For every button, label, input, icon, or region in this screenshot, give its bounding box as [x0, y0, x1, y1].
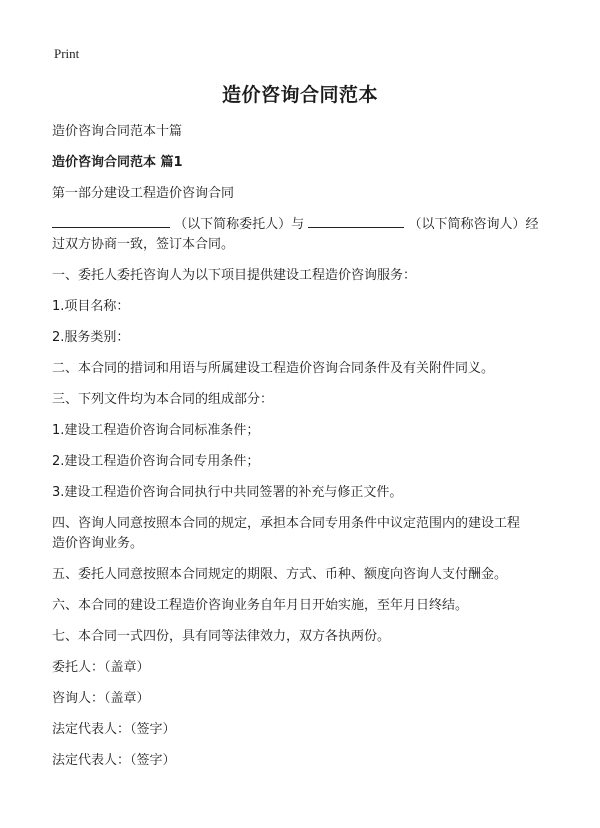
document-item-2: 2.建设工程造价咨询合同专用条件； [52, 454, 260, 469]
clause-four-line-1: 四、咨询人同意按照本合同的规定，承担本合同专用条件中议定范围内的建设工程 [52, 516, 521, 531]
clause-one: 一、委托人委托咨询人为以下项目提供建设工程造价咨询服务： [52, 268, 417, 283]
clause-four-line-2: 造价咨询业务。 [52, 536, 144, 551]
document-item-3: 3.建设工程造价咨询合同执行中共同签署的补充与修正文件。 [52, 485, 403, 500]
clause-seven: 七、本合同一式四份，具有同等法律效力，双方各执两份。 [52, 629, 391, 644]
legal-rep-signature-line: 法定代表人：（签字） [52, 722, 176, 737]
client-suffix: （以下简称委托人）与 [174, 217, 305, 232]
document-item-1: 1.建设工程造价咨询合同标准条件； [52, 423, 260, 438]
clause-two: 二、本合同的措词和用语与所属建设工程造价咨询合同条件及有关附件同义。 [52, 361, 495, 376]
clause-five: 五、委托人同意按照本合同规定的期限、方式、币种、额度向咨询人支付酬金。 [52, 567, 508, 582]
parties-line [52, 213, 538, 232]
clause-three: 三、下列文件均为本合同的组成部分： [52, 392, 274, 407]
subtitle: 造价咨询合同范本十篇 [52, 124, 183, 139]
parties-line-2: 过双方协商一致，签订本合同。 [52, 237, 235, 252]
consultant-suffix: （以下简称咨询人）经 [408, 217, 539, 232]
consultant-seal-line: 咨询人：（盖章） [52, 691, 150, 706]
page-title: 造价咨询合同范本 [221, 84, 378, 106]
service-type-line: 2.服务类别： [52, 330, 130, 345]
client-seal-line: 委托人：（盖章） [52, 660, 150, 675]
section-heading: 造价咨询合同范本 篇1 [52, 155, 183, 170]
consultant-name-blank[interactable] [308, 213, 404, 228]
part-title: 第一部分建设工程造价咨询合同 [52, 186, 235, 201]
legal-rep-signature-line-2: 法定代表人：（签字） [52, 753, 176, 768]
client-name-blank[interactable] [52, 213, 170, 228]
clause-six: 六、本合同的建设工程造价咨询业务自年月日开始实施，至年月日终结。 [52, 598, 469, 613]
project-name-line: 1.项目名称： [52, 299, 130, 314]
print-link[interactable]: Print [54, 46, 80, 61]
